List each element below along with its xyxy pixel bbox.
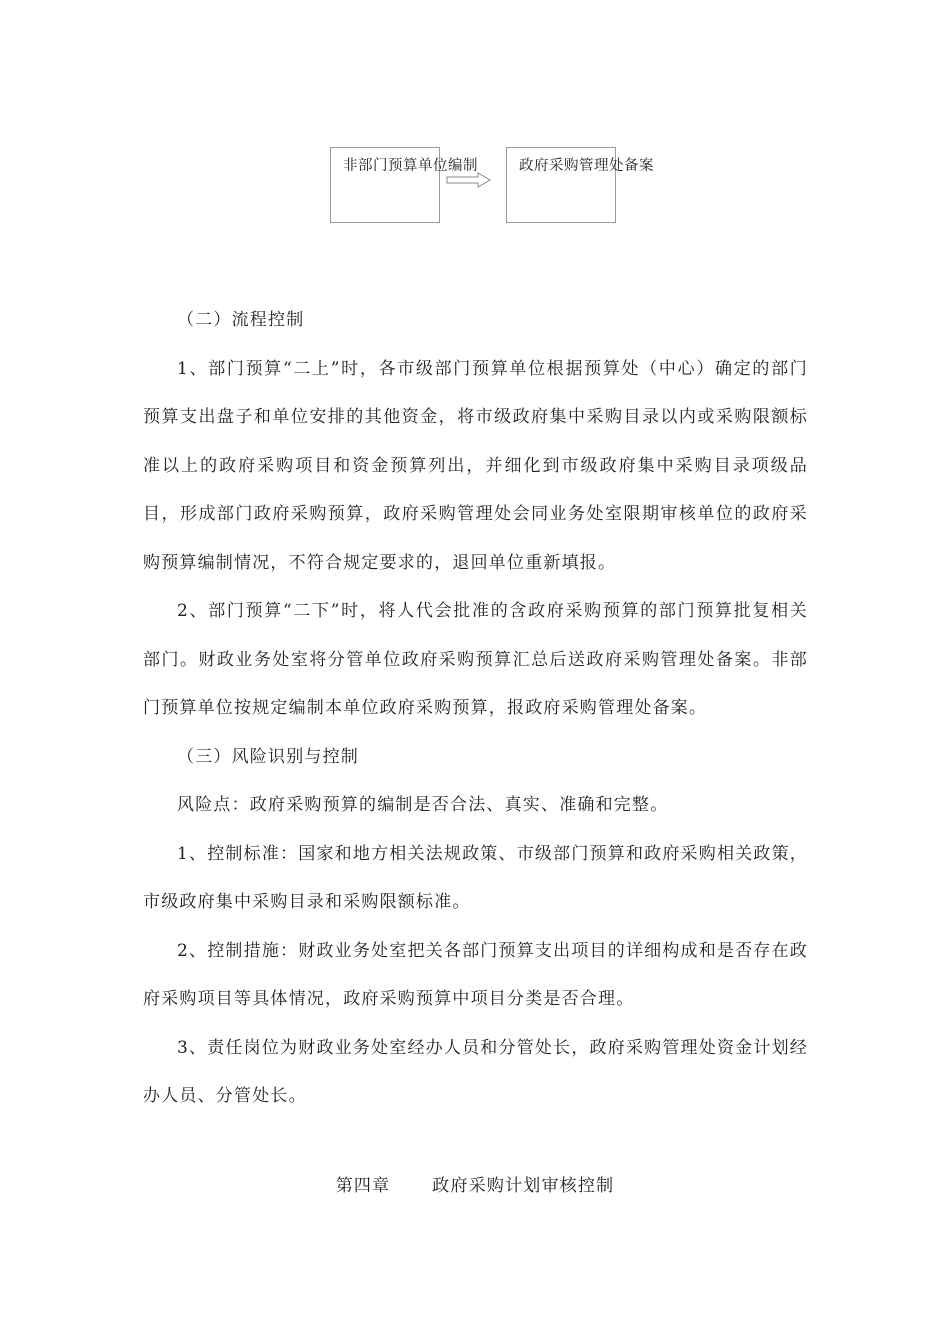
flowchart-box-label: 非部门预算单位编制 — [343, 158, 478, 174]
paragraph: 2、控制措施：财政业务处室把关各部门预算支出项目的详细构成和是否存在政府采购项目等具体情况，政府采购预算中项目分类是否合理。 — [143, 940, 808, 1009]
flowchart-box-unit-compile — [330, 147, 478, 223]
paragraph: 3、责任岗位为财政业务处室经办人员和分管处长，政府采购管理处资金计划经办人员、分管处长。 — [143, 1037, 808, 1106]
section-heading: （三）风险识别与控制 — [177, 746, 359, 767]
flow-arrow-icon — [446, 172, 492, 188]
paragraph: 2、部门预算“二下”时，将人代会批准的含政府采购预算的部门预算批复相关部门。财政业务处室将分管单位政府采购预算汇总后送政府采购管理处备案。非部门预算单位按规定编制本单位政府采购预算，报政府采购管理处备案。 — [143, 601, 808, 718]
flowchart-box-label: 政府采购管理处备案 — [519, 158, 654, 174]
chapter-number: 第四章 — [335, 1176, 391, 1196]
chapter-name: 政府采购计划审核控制 — [432, 1176, 615, 1196]
paragraph: 1、控制标准：国家和地方相关法规政策、市级部门预算和政府采购相关政策，市级政府集中采购目录和采购限额标准。 — [143, 843, 808, 912]
chapter-title — [0, 1166, 950, 1206]
section-heading: （二）流程控制 — [177, 310, 305, 330]
paragraph: 风险点：政府采购预算的编制是否合法、真实、准确和完整。 — [177, 795, 669, 815]
paragraph: 1、部门预算“二上”时，各市级部门预算单位根据预算处（中心）确定的部门预算支出盘子和单位安排的其他资金，将市级政府集中采购目录以内或采购限额标准以上的政府采购项目和资金预算列出，并细化到市级政府集中采购目录项级品目，形成部门政府采购预算，政府采购管理处会同业务处室限期审核单位的政府采购预算编制情况，不符合规定要求的，退回单位重新填报。 — [143, 358, 808, 573]
document-body — [143, 296, 808, 1121]
flowchart-box-filing — [506, 147, 654, 223]
